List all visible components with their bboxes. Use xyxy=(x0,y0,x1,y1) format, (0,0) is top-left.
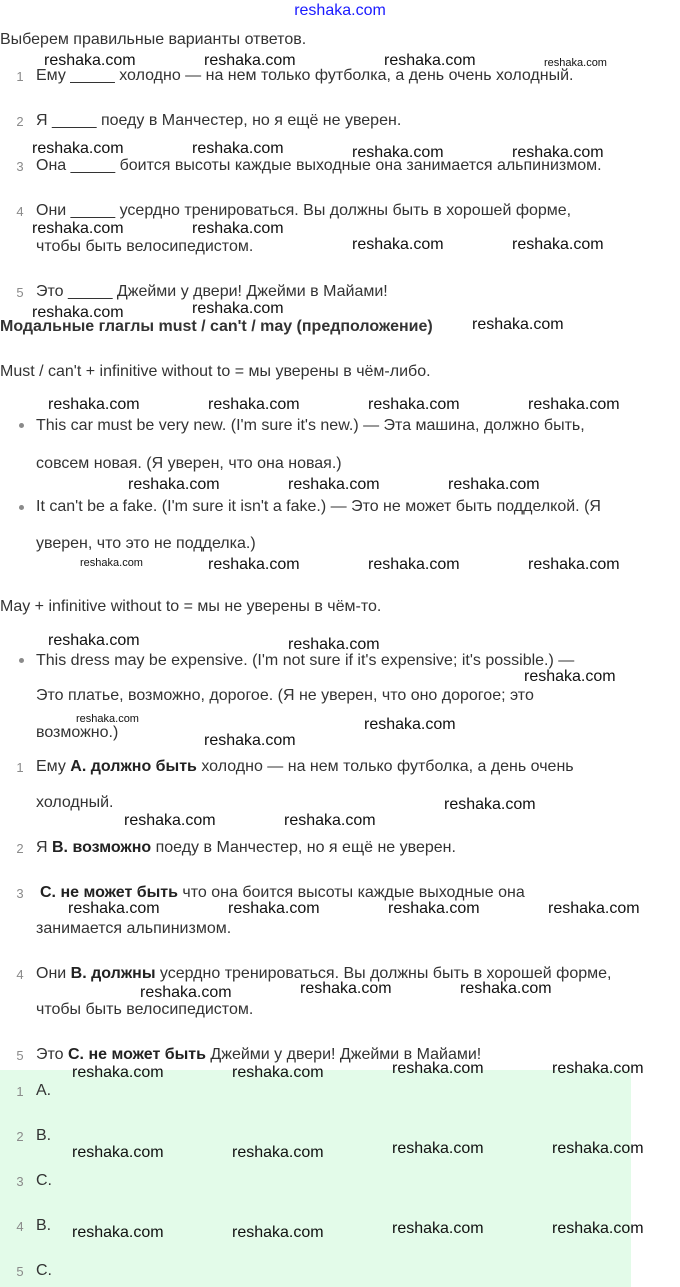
intro-text: Выберем правильные варианты ответов. xyxy=(0,31,307,48)
site-title-link[interactable]: reshaka.com xyxy=(294,2,386,19)
answer-choice: C. не может быть xyxy=(40,884,178,901)
watermark: reshaka.com xyxy=(512,144,604,161)
watermark: reshaka.com xyxy=(444,796,536,813)
final-answer-letter: C. xyxy=(36,1262,52,1279)
final-answer-number: 5 xyxy=(16,1264,24,1279)
watermark: reshaka.com xyxy=(72,1224,164,1241)
final-answer-number: 3 xyxy=(16,1174,24,1189)
example-text-line2: Это платье, возможно, дорогое. (Я не уверен, что оно дорогое; это xyxy=(36,687,534,704)
question-text: Ему _____ холодно — на нем только футболка, а день очень холодный. xyxy=(36,67,574,84)
example-text-line2: совсем новая. (Я уверен, что она новая.) xyxy=(36,455,342,472)
answer-text: Это C. не может быть Джейми у двери! Джейми в Майами! xyxy=(36,1046,482,1063)
watermark: reshaka.com xyxy=(48,396,140,413)
final-answer-letter: C. xyxy=(36,1172,52,1189)
watermark: reshaka.com xyxy=(552,1060,644,1077)
watermark: reshaka.com xyxy=(512,236,604,253)
final-answer-letter: B. xyxy=(36,1217,52,1234)
watermark: reshaka.com xyxy=(392,1140,484,1157)
answer-text: Они B. должны усердно тренироваться. Вы должны быть в хорошей форме, xyxy=(36,965,612,982)
watermark: reshaka.com xyxy=(368,556,460,573)
watermark: reshaka.com xyxy=(32,304,124,321)
watermark: reshaka.com xyxy=(288,476,380,493)
example-text: It can't be a fake. (I'm sure it isn't a fake.) — Это не может быть подделкой. (Я xyxy=(36,498,601,515)
watermark: reshaka.com xyxy=(352,236,444,253)
watermark: reshaka.com xyxy=(528,396,620,413)
answer-number: 1 xyxy=(16,760,24,775)
question-text: Я _____ поеду в Манчестер, но я ещё не уверен. xyxy=(36,112,402,129)
watermark: reshaka.com xyxy=(76,713,139,725)
watermark: reshaka.com xyxy=(48,632,140,649)
watermark: reshaka.com xyxy=(448,476,540,493)
watermark: reshaka.com xyxy=(388,900,480,917)
watermark: reshaka.com xyxy=(300,980,392,997)
final-answer-number: 4 xyxy=(16,1219,24,1234)
watermark: reshaka.com xyxy=(32,140,124,157)
watermark: reshaka.com xyxy=(284,812,376,829)
watermark: reshaka.com xyxy=(124,812,216,829)
answer-text: Я B. возможно поеду в Манчестер, но я ещё не уверен. xyxy=(36,839,456,856)
answer-choice: B. должны xyxy=(70,965,156,982)
watermark: reshaka.com xyxy=(472,316,564,333)
question-text-line2: чтобы быть велосипедистом. xyxy=(36,238,254,255)
watermark: reshaka.com xyxy=(192,300,284,317)
rule-may: May + infinitive without to = мы не уверены в чём-то. xyxy=(0,598,382,615)
watermark: reshaka.com xyxy=(552,1220,644,1237)
watermark: reshaka.com xyxy=(44,52,136,69)
bullet-icon xyxy=(19,658,24,663)
watermark: reshaka.com xyxy=(552,1140,644,1157)
watermark: reshaka.com xyxy=(288,636,380,653)
watermark: reshaka.com xyxy=(128,476,220,493)
watermark: reshaka.com xyxy=(232,1144,324,1161)
watermark: reshaka.com xyxy=(352,144,444,161)
watermark: reshaka.com xyxy=(232,1224,324,1241)
watermark: reshaka.com xyxy=(392,1060,484,1077)
watermark: reshaka.com xyxy=(544,57,607,69)
watermark: reshaka.com xyxy=(460,980,552,997)
answer-choice: A. должно быть xyxy=(70,758,197,775)
watermark: reshaka.com xyxy=(364,716,456,733)
answer-choice: C. не может быть xyxy=(68,1046,206,1063)
watermark: reshaka.com xyxy=(72,1064,164,1081)
watermark: reshaka.com xyxy=(528,556,620,573)
watermark: reshaka.com xyxy=(384,52,476,69)
watermark: reshaka.com xyxy=(204,732,296,749)
watermark: reshaka.com xyxy=(80,557,143,569)
watermark: reshaka.com xyxy=(192,220,284,237)
watermark: reshaka.com xyxy=(32,220,124,237)
watermark: reshaka.com xyxy=(392,1220,484,1237)
watermark: reshaka.com xyxy=(548,900,640,917)
question-number: 1 xyxy=(16,69,24,84)
question-text: Они _____ усердно тренироваться. Вы должны быть в хорошей форме, xyxy=(36,202,572,219)
final-answer-letter: B. xyxy=(36,1127,52,1144)
example-text-line3: возможно.) xyxy=(36,724,119,741)
final-answers-panel xyxy=(0,1070,631,1287)
final-answer-number: 1 xyxy=(16,1084,24,1099)
watermark: reshaka.com xyxy=(228,900,320,917)
question-number: 2 xyxy=(16,114,24,129)
answer-number: 5 xyxy=(16,1048,24,1063)
final-answer-number: 2 xyxy=(16,1129,24,1144)
answer-text-line2: занимается альпинизмом. xyxy=(36,920,232,937)
example-text: This dress may be expensive. (I'm not sure if it's expensive; it's possible.) — xyxy=(36,652,575,669)
watermark: reshaka.com xyxy=(204,52,296,69)
watermark: reshaka.com xyxy=(208,556,300,573)
question-number: 4 xyxy=(16,204,24,219)
answer-text: Ему A. должно быть холодно — на нем только футболка, а день очень xyxy=(36,758,574,775)
answer-text: C. не может быть что она боится высоты каждые выходные она xyxy=(40,884,525,901)
example-text-line2: уверен, что это не подделка.) xyxy=(36,535,256,552)
watermark: reshaka.com xyxy=(68,900,160,917)
watermark: reshaka.com xyxy=(232,1064,324,1081)
watermark: reshaka.com xyxy=(524,668,616,685)
example-text: This car must be very new. (I'm sure it's new.) — Эта машина, должно быть, xyxy=(36,417,585,434)
bullet-icon xyxy=(19,423,24,428)
rule-must: Must / can't + infinitive without to = мы уверены в чём-либо. xyxy=(0,363,431,380)
question-text: Это _____ Джейми у двери! Джейми в Майами! xyxy=(36,283,388,300)
answer-number: 2 xyxy=(16,841,24,856)
answer-text-line2: холодный. xyxy=(36,794,114,811)
watermark: reshaka.com xyxy=(208,396,300,413)
watermark: reshaka.com xyxy=(140,984,232,1001)
watermark: reshaka.com xyxy=(192,140,284,157)
bullet-icon xyxy=(19,505,24,510)
answer-number: 3 xyxy=(16,886,24,901)
question-text: Она _____ боится высоты каждые выходные она занимается альпинизмом. xyxy=(36,157,602,174)
question-number: 3 xyxy=(16,159,24,174)
question-number: 5 xyxy=(16,285,24,300)
watermark: reshaka.com xyxy=(72,1144,164,1161)
watermark: reshaka.com xyxy=(368,396,460,413)
answer-choice: B. возможно xyxy=(52,839,152,856)
answer-text-line2: чтобы быть велосипедистом. xyxy=(36,1001,254,1018)
answer-number: 4 xyxy=(16,967,24,982)
final-answer-letter: A. xyxy=(36,1082,52,1099)
section-heading: Модальные глаглы must / can't / may (предположение) xyxy=(0,318,433,335)
